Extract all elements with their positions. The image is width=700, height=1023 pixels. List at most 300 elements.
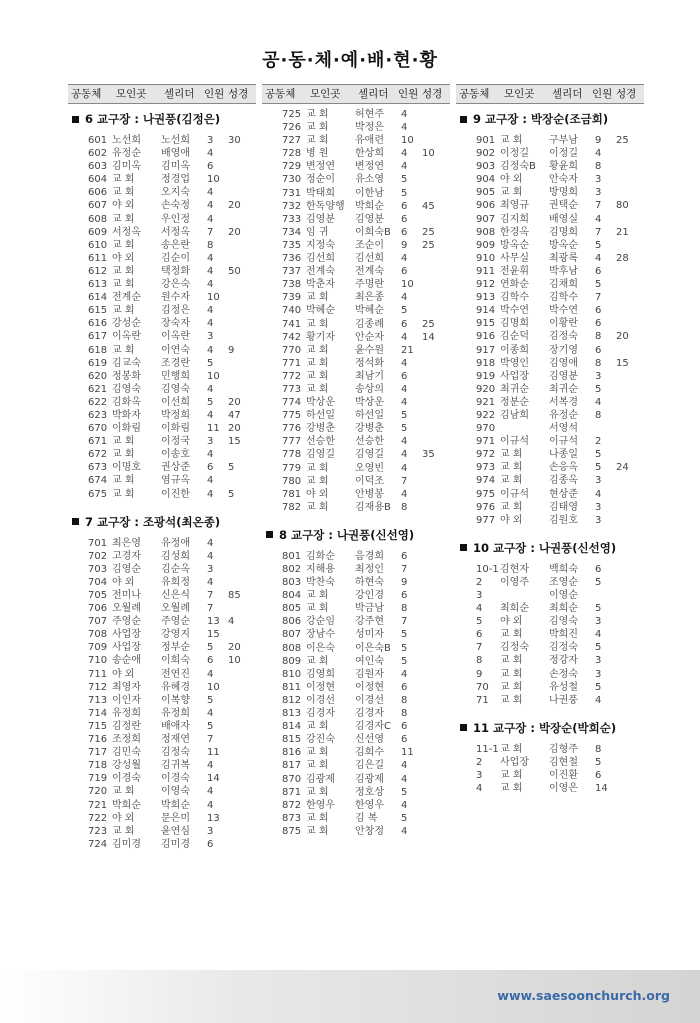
cell-community: 729 [282,161,302,173]
header-cell: 성경 [422,88,443,100]
cell-bible: 9 [228,344,235,356]
cell-community: 7 [476,642,483,654]
table-row [456,769,644,782]
table-row [456,213,644,226]
cell-leader: 음경희 [355,550,384,562]
cell-community: 715 [88,720,108,732]
cell-place: 김미옥 [112,161,141,173]
cell-place: 교 회 [306,475,329,487]
cell-place: 이영주 [500,576,529,588]
cell-count: 6 [401,370,408,382]
cell-leader: 정재연 [161,734,190,746]
table-row [262,759,450,772]
cell-place: 교 회 [112,475,135,487]
header-cell: 공동체 [459,88,490,100]
cell-count: 4 [207,344,214,356]
header-cell: 모인곳 [116,88,147,100]
cell-leader: 김 복 [355,812,378,824]
cell-leader: 박혜순 [355,305,384,317]
cell-community: 815 [282,734,302,746]
cell-community: 710 [88,655,108,667]
cell-community: 872 [282,799,302,811]
cell-leader: 권택순 [549,200,578,212]
cell-bible: 85 [228,590,241,601]
cell-count: 5 [595,239,602,251]
bullet-square-icon [72,116,79,123]
cell-place: 오월례 [112,603,141,615]
cell-place: 야 외 [112,252,135,264]
cell-community: 4 [476,783,483,795]
cell-community: 781 [282,488,302,500]
cell-place: 박희순 [112,799,141,811]
cell-count: 4 [595,252,602,264]
cell-place: 교 회 [306,786,329,798]
cell-place: 병 원 [306,148,329,160]
district-heading [456,719,644,737]
cell-leader: 오영빈 [355,462,384,474]
cell-community: 11-1 [476,743,499,755]
cell-place: 이옥란 [112,331,141,343]
cell-leader: 김은길 [355,760,384,772]
cell-leader: 배영실 [549,213,578,225]
cell-count: 10 [401,135,414,147]
cell-leader: 유정희 [161,707,190,719]
cell-leader: 정석화 [355,357,384,369]
cell-count: 7 [207,734,214,746]
cell-bible: 10 [422,148,435,160]
cell-place: 김영희 [306,668,335,680]
cell-community: 921 [476,396,496,408]
cell-leader: 최희순 [549,603,578,615]
cell-community: 778 [282,449,302,461]
cell-place: 교 회 [306,370,329,382]
cell-community: 976 [476,501,496,513]
cell-community: 606 [88,187,108,199]
cell-count: 21 [401,344,414,356]
cell-leader: 황윤희 [549,161,578,173]
cell-leader: 이진한 [161,488,190,500]
cell-community: 9 [476,668,483,680]
cell-community: 603 [88,161,108,173]
cell-count: 8 [207,239,214,251]
table-row [456,488,644,501]
cell-place: 김미경 [112,838,141,850]
cell-count: 5 [595,642,602,654]
table-row [456,330,644,343]
bullet-square-icon [460,116,467,123]
cell-leader: 조순이 [355,239,384,251]
cell-place: 김선희 [306,253,335,265]
header-cell: 성경 [616,88,637,100]
cell-leader: 손정숙 [549,668,578,680]
cell-community: 702 [88,550,108,562]
cell-count: 3 [595,187,602,199]
table-row [68,474,256,487]
table-row [456,474,644,487]
cell-place: 김지희 [500,213,529,225]
cell-place: 지해용 [306,564,335,575]
cell-count: 4 [401,331,408,343]
cell-leader: 박후남 [549,265,578,277]
table-row [262,239,450,252]
table-row [68,461,256,474]
cell-community: 870 [282,773,302,785]
district-title: 6 교구장 : 나권풍(김정은) [85,112,221,126]
table-row [456,409,644,422]
table-row [68,746,256,759]
cell-leader: 김미경 [161,838,190,850]
table-row [262,786,450,799]
cell-count: 4 [401,760,408,772]
table-row [68,707,256,720]
cell-community: 8 [476,655,483,667]
church-url[interactable]: www.saesoonchurch.org [497,988,670,1003]
cell-place: 황기자 [306,331,335,343]
cell-leader: 백희숙 [549,563,578,575]
table-row [68,383,256,396]
cell-count: 8 [595,357,602,369]
cell-leader: 이한남 [355,187,384,199]
cell-community: 672 [88,449,108,461]
cell-community: 10-1 [476,563,499,575]
cell-count: 6 [595,563,602,575]
cell-place: 교 회 [306,721,329,733]
cell-place: 교 회 [306,462,329,474]
page-title: 공·동·체·예·배·현·황 [262,50,438,71]
cell-count: 6 [401,266,408,278]
cell-community: 774 [282,397,302,409]
cell-leader: 이정현 [355,681,384,693]
cell-count: 4 [207,305,214,317]
cell-leader: 이영순 [549,590,578,601]
cell-community: 708 [88,629,108,641]
cell-count: 6 [207,655,214,667]
cell-place: 교 회 [112,239,135,251]
cell-leader: 김재용B [355,501,391,513]
cell-count: 4 [207,537,214,549]
table-row [262,121,450,134]
cell-place: 주영순 [112,616,141,628]
cell-leader: 박금남 [355,603,384,615]
table-row [262,357,450,370]
cell-community: 731 [282,187,302,199]
table-row [456,782,644,795]
table-row [262,825,450,838]
cell-leader: 최남기 [355,370,384,382]
cell-leader: 안창정 [355,825,384,837]
cell-bible: 25 [422,226,435,238]
cell-leader: 원수자 [161,292,190,304]
cell-leader: 신선영 [355,734,384,746]
cell-count: 4 [401,122,408,134]
cell-count: 4 [401,292,408,304]
table-row [68,537,256,550]
cell-community: 709 [88,642,108,654]
table-row [262,265,450,278]
cell-leader: 김미옥 [161,161,190,173]
cell-leader: 유정애 [161,537,190,549]
cell-community: 875 [282,825,302,837]
table-row [262,252,450,265]
cell-leader: 정호상 [355,786,384,798]
cell-bible: 20 [228,226,241,238]
table-row [68,733,256,746]
cell-count: 3 [595,668,602,680]
cell-community: 734 [282,226,302,238]
cell-count: 4 [595,629,602,641]
cell-leader: 이선희 [161,396,190,408]
cell-leader: 한상희 [355,148,384,160]
table-row [68,173,256,186]
table-row [262,550,450,563]
cell-leader: 김종옥 [549,475,578,487]
cell-count: 6 [595,305,602,317]
cell-bible: 10 [228,655,241,667]
cell-leader: 최귀순 [549,383,578,395]
header-cell: 공동체 [265,88,296,100]
table-row [262,475,450,488]
cell-leader: 현상준 [549,488,578,500]
cell-leader: 이경숙 [161,773,190,785]
cell-count: 14 [207,773,220,785]
district-title: 7 교구장 : 조광석(최온종) [85,514,221,529]
column-header [68,84,256,104]
cell-count: 13 [207,812,220,824]
cell-community: 618 [88,344,108,356]
cell-leader: 이복향 [161,694,190,706]
cell-count: 7 [401,564,408,575]
cell-community: 717 [88,747,108,759]
cell-place: 야 외 [112,812,135,824]
cell-community: 671 [88,436,108,448]
cell-count: 10 [207,174,220,186]
cell-bible: 4 [228,616,235,628]
cell-leader: 최광록 [549,252,578,264]
table-row [456,199,644,212]
cell-count: 6 [207,462,214,474]
cell-place: 김정숙 [500,642,529,654]
cell-leader: 조경란 [161,357,190,369]
cell-community: 918 [476,357,496,369]
cell-place: 방옥순 [500,239,529,251]
cell-community: 617 [88,331,108,343]
table-row [68,422,256,435]
cell-place: 교 회 [500,694,523,706]
cell-place: 교 회 [500,655,523,667]
table-row [68,226,256,239]
cell-count: 6 [401,200,408,212]
cell-place: 정분순 [500,396,529,408]
cell-bible: 20 [616,331,629,343]
cell-place: 김경자 [306,708,335,720]
cell-place: 교 회 [306,825,329,837]
cell-community: 903 [476,161,496,173]
cell-place: 교 회 [306,655,329,667]
cell-count: 3 [595,655,602,667]
table-row [262,707,450,720]
cell-place: 김학수 [500,292,529,304]
cell-count: 3 [207,135,214,146]
table-row [262,331,450,344]
cell-leader: 강인경 [355,590,384,602]
cell-community: 2 [476,756,483,768]
cell-count: 5 [595,756,602,768]
cell-community: 776 [282,423,302,435]
cell-bible: 35 [422,449,435,461]
cell-place: 이정길 [500,148,529,160]
cell-count: 4 [207,148,214,160]
cell-place: 서정옥 [112,226,141,238]
cell-count: 3 [595,174,602,186]
table-row [262,655,450,668]
table-row [68,265,256,278]
cell-leader: 윤수원 [355,344,384,356]
cell-count: 7 [595,292,602,304]
table-row [68,589,256,602]
cell-community: 812 [282,694,302,706]
cell-community: 742 [282,331,302,343]
cell-place: 교 회 [112,305,135,317]
table-row [68,563,256,576]
district-heading [456,110,644,128]
cell-count: 4 [401,357,408,369]
cell-place: 김영길 [306,449,335,461]
cell-count: 6 [401,550,408,562]
cell-leader: 이경선 [355,694,384,706]
cell-leader: 이진환 [549,770,578,782]
cell-count: 5 [401,174,408,186]
cell-leader: 전계숙 [355,266,384,278]
table-row [456,694,644,707]
table-row [262,108,450,121]
cell-leader: 김정숙 [161,747,190,759]
table-row [262,694,450,707]
district-title: 10 교구장 : 나권풍(신선영) [473,540,617,555]
table-row [262,720,450,733]
cell-community: 919 [476,370,496,382]
cell-bible: 45 [422,200,435,212]
cell-bible: 15 [616,357,629,369]
cell-count: 3 [595,616,602,628]
cell-count: 4 [207,213,214,225]
cell-community: 906 [476,200,496,212]
cell-place: 전윤휘 [500,265,529,277]
table-row [68,252,256,265]
cell-leader: 김현철 [549,756,578,768]
table-row [262,160,450,173]
table-row [262,668,450,681]
cell-count: 6 [401,213,408,225]
cell-community: 905 [476,187,496,199]
cell-community: 733 [282,213,302,225]
cell-count: 4 [401,383,408,395]
cell-place: 박찬숙 [306,577,335,589]
table-row [262,799,450,812]
table-row [456,304,644,317]
cell-count: 5 [207,357,214,369]
cell-leader: 안병봉 [355,488,384,500]
table-row [262,435,450,448]
cell-count: 5 [401,410,408,422]
cell-community: 914 [476,305,496,317]
cell-place: 교 회 [112,488,135,500]
cell-place: 사업장 [112,642,141,654]
cell-place: 최희순 [500,603,529,615]
table-row [68,825,256,838]
cell-count: 6 [401,734,408,746]
cell-community: 975 [476,488,496,500]
cell-place: 교 회 [306,383,329,395]
cell-community: 741 [282,318,302,330]
cell-place: 송순애 [112,655,141,667]
cell-place: 전미나 [112,590,141,601]
header-cell: 셀리더 [358,88,389,100]
cell-leader: 강병춘 [355,423,384,435]
cell-count: 6 [401,721,408,733]
cell-count: 4 [207,187,214,199]
table-row [456,602,644,615]
cell-count: 4 [401,397,408,409]
cell-count: 4 [595,694,602,706]
cell-count: 4 [207,318,214,330]
cell-leader: 김광제 [355,773,384,785]
cell-place: 교 회 [500,629,523,641]
cell-count: 6 [401,681,408,693]
column-header [456,84,644,104]
table-row [68,772,256,785]
cell-leader: 최은종 [355,292,384,304]
header-cell: 공동체 [71,88,102,100]
cell-place: 교 회 [112,436,135,448]
header-cell: 인원 [592,88,613,100]
district-heading [68,110,256,128]
table-row [68,615,256,628]
cell-place: 교 회 [306,590,329,602]
cell-bible: 20 [228,396,241,408]
cell-community: 804 [282,590,302,602]
cell-leader: 안순자 [355,331,384,343]
cell-count: 4 [401,161,408,173]
cell-count: 10 [207,292,220,304]
cell-leader: 염규옥 [161,475,190,487]
table-row [262,576,450,589]
cell-community: 780 [282,475,302,487]
cell-place: 강순임 [306,616,335,628]
cell-count: 4 [207,475,214,487]
cell-place: 김교숙 [112,357,141,369]
cell-community: 3 [476,770,483,782]
cell-count: 4 [207,707,214,719]
cell-community: 71 [476,694,489,706]
cell-community: 610 [88,239,108,251]
cell-count: 6 [595,318,602,330]
cell-place: 정봉화 [112,370,141,382]
table-row [262,278,450,291]
cell-place: 교 회 [500,475,523,487]
cell-leader: 신은식 [161,590,190,601]
table-row [68,576,256,589]
cell-community: 4 [476,603,483,615]
bullet-square-icon [266,531,273,538]
cell-place: 박화자 [112,409,141,421]
cell-leader: 김영길 [355,449,384,461]
table-row [262,488,450,501]
cell-count: 4 [207,449,214,461]
table-row [262,213,450,226]
cell-place: 유정희 [112,707,141,719]
cell-leader: 유성철 [549,681,578,693]
cell-leader: 서정옥 [161,226,190,238]
